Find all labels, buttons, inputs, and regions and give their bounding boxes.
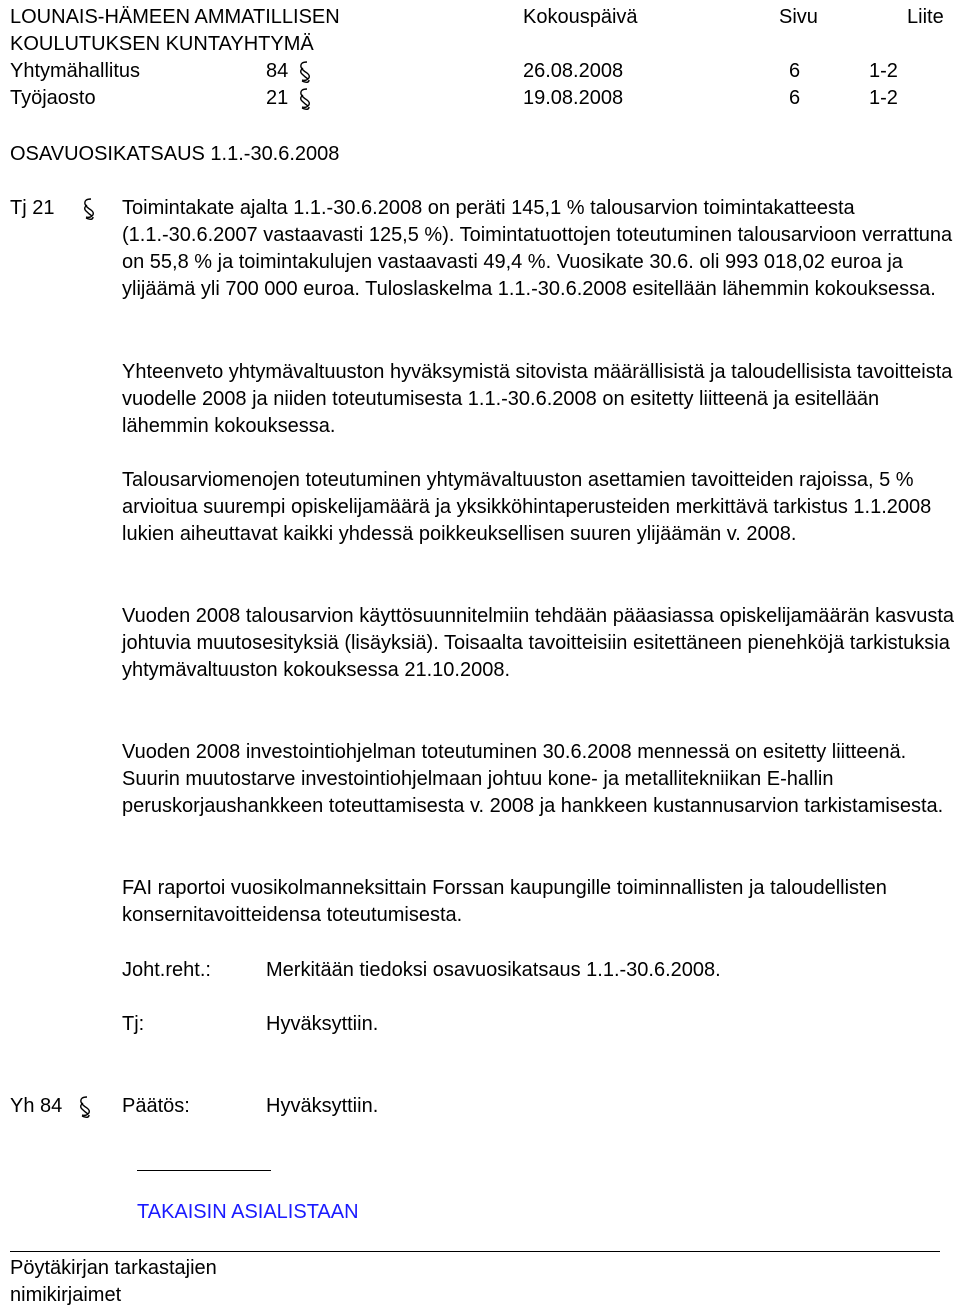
paragraph: Toimintakate ajalta 1.1.-30.6.2008 on peräti 145,1 % talousarvion toimintakatteesta (1.1.-30.6.2007 vastaavasti 125,5 %). Toimintatuottojen toteutuminen talousarvioon verrattuna on 55,8 % ja toimintakulujen vastaavasti 49,4 %. Vuosikate 30.6. oli 993 018,02 euroa ja ylijäämä yli 700 000 euroa. Tuloslaskelma 1.1.-30.6.2008 esitellään lähemmin kokouksessa. [122, 197, 953, 300]
section-sign-icon [78, 1095, 92, 1121]
section-sign-icon [298, 60, 312, 86]
proposal-text: Hyväksyttiin. [266, 1013, 379, 1035]
header-row-body: Yhtymähallitus [10, 60, 141, 82]
header-row-attachment: 1-2 [869, 87, 898, 109]
paragraph: FAI raportoi vuosikolmanneksittain Forssan kaupungille toiminnallisten ja taloudellisten konsernitavoitteidensa toteutumisesta. [122, 877, 887, 926]
proposal-label: Tj: [122, 1013, 145, 1035]
header-col-attachment: Liite [907, 6, 944, 28]
footer-divider [10, 1251, 940, 1252]
paragraph: Yhteenveto yhtymävaltuuston hyväksymistä sitovista määrällisistä ja taloudellisista tavoitteista vuodelle 2008 ja niiden toteutumisesta 1.1.-30.6.2008 on esitetty liitteenä ja esitellään lähemmin kokouksessa. [122, 361, 953, 437]
header-row-number: 84 [266, 60, 289, 82]
header-row-date: 26.08.2008 [523, 60, 624, 82]
header-row-attachment: 1-2 [869, 60, 898, 82]
signature-line [137, 1170, 271, 1171]
document-title: OSAVUOSIKATSAUS 1.1.-30.6.2008 [10, 143, 340, 165]
header-row-page: 6 [789, 60, 801, 82]
section-sign-icon [298, 87, 312, 113]
org-name-line1: LOUNAIS-HÄMEEN AMMATILLISEN [10, 6, 340, 28]
org-name-line2: KOULUTUKSEN KUNTAYHTYMÄ [10, 33, 314, 55]
proposal-label: Joht.reht.: [122, 959, 211, 981]
header-row-body: Työjaosto [10, 87, 96, 109]
paragraph: Vuoden 2008 talousarvion käyttösuunnitelmiin tehdään pääasiassa opiskelijamäärän kasvusta johtuvia muutosesityksiä (lisäyksiä). Toisaalta tavoitteisiin esitettäneen pienehköjä tarkistuksia yhtymävaltuuston kokouksessa 21.10.2008. [122, 605, 955, 681]
footer-text-line2: nimikirjaimet [10, 1284, 122, 1306]
header-col-page: Sivu [779, 6, 818, 28]
back-to-agenda-link[interactable]: TAKAISIN ASIALISTAAN [137, 1201, 359, 1223]
header-row-date: 19.08.2008 [523, 87, 624, 109]
footer-text-line1: Pöytäkirjan tarkastajien [10, 1257, 217, 1279]
paragraph: Vuoden 2008 investointiohjelman toteutuminen 30.6.2008 mennessä on esitetty liitteenä. Suurin muutostarve investointiohjelmaan johtuu kone- ja metallitekniikan E-hallin peruskorjaushankkeen toteuttamisesta v. 2008 ja hankkeen kustannusarvion tarkistamisesta. [122, 741, 944, 817]
section-sign-icon [82, 197, 96, 223]
proposal-text: Merkitään tiedoksi osavuosikatsaus 1.1.-30.6.2008. [266, 959, 721, 981]
header-col-date: Kokouspäivä [523, 6, 638, 28]
decision-label: Päätös: [122, 1095, 190, 1117]
paragraph: Talousarviomenojen toteutuminen yhtymävaltuuston asettamien tavoitteiden rajoissa, 5 % arvioitua suurempi opiskelijamäärä ja yksikköhintaperusteiden merkittävä tarkistus 1.1.2008 lukien aiheuttavat kaikki yhdessä poikkeuksellisen suuren ylijäämän v. 2008. [122, 469, 932, 545]
decision-section: Yh 84 [10, 1095, 63, 1117]
header-row-page: 6 [789, 87, 801, 109]
decision-text: Hyväksyttiin. [266, 1095, 379, 1117]
section-label: Tj 21 [10, 197, 55, 219]
header-row-number: 21 [266, 87, 289, 109]
